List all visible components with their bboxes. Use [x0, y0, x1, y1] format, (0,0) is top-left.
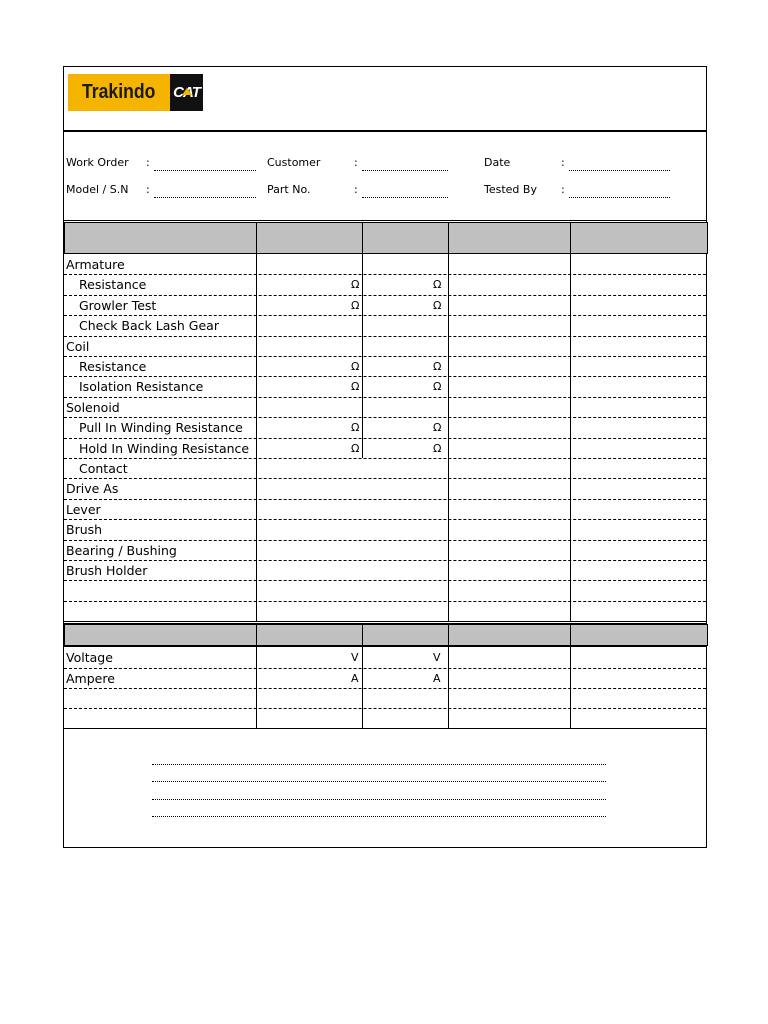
column-divider [570, 254, 571, 621]
unit-symbol: Ω [351, 421, 360, 435]
test-report-sheet: Trakindo CAT Work Order : Customer : Date : Model / S.N : Part No. : Tested By : Armature Resistance Ω Ω Growler Test Ω Ω Check Back Lash Gear Coil Resistance Ω Ω Isolation Resistance Ω Ω Solenoid Pull In Winding Resistance Ω Ω Hold In Winding Resistance Ω Ω Contact Drive As Lever Brush Bearing / Bushing Brush Holder Voltage V V Ampere A A [63, 66, 707, 848]
row-divider [64, 519, 706, 520]
row-divider [64, 668, 706, 669]
table-row [64, 478, 707, 498]
column-divider [256, 254, 257, 621]
item-label: Pull In Winding Resistance [79, 420, 243, 436]
item-label: Resistance [79, 359, 147, 374]
row-divider [64, 336, 706, 337]
table-row [64, 668, 707, 688]
unit-symbol: A [351, 671, 359, 685]
unit-symbol: Ω [433, 278, 442, 292]
date-label: Date [484, 156, 511, 169]
table-row [64, 560, 707, 580]
part-no-label: Part No. [267, 183, 311, 196]
unit-symbol: Ω [351, 380, 360, 394]
table-row [64, 458, 707, 478]
unit-symbol: Ω [351, 441, 360, 455]
row-divider [64, 458, 706, 459]
item-label: Resistance [79, 277, 147, 293]
customer-input[interactable] [362, 170, 448, 171]
header-cell [570, 222, 708, 254]
cat-triangle-icon [182, 88, 192, 95]
item-label: Ampere [66, 670, 115, 686]
table-row [64, 336, 707, 356]
column-divider [448, 647, 449, 729]
customer-label: Customer [267, 156, 321, 169]
header-cell [362, 222, 449, 254]
row-divider [64, 274, 706, 275]
header-cell [256, 222, 363, 254]
unit-symbol: Ω [433, 298, 442, 312]
row-divider [64, 315, 706, 316]
table-row [64, 254, 707, 274]
row-divider [64, 478, 706, 479]
row-divider [64, 580, 706, 581]
item-label: Voltage [66, 650, 113, 666]
row-divider [64, 708, 706, 709]
table-row [64, 647, 707, 667]
header-cell [570, 624, 708, 646]
row-divider [64, 376, 706, 377]
unit-symbol: Ω [433, 421, 442, 435]
unit-symbol: Ω [433, 441, 442, 455]
unit-symbol: V [351, 651, 359, 665]
section-divider [64, 220, 706, 221]
row-divider [64, 560, 706, 561]
row-divider [64, 356, 706, 357]
remarks-divider [64, 728, 706, 729]
item-label: Growler Test [79, 297, 157, 313]
table-row [64, 519, 707, 539]
header-cell [64, 222, 257, 254]
unit-symbol: Ω [351, 298, 360, 312]
table-row [64, 397, 707, 417]
table-row [64, 274, 707, 294]
work-order-input[interactable] [154, 170, 256, 171]
remark-line[interactable] [152, 764, 606, 765]
item-label: Armature [66, 257, 125, 272]
column-divider [256, 647, 257, 729]
row-divider [64, 417, 706, 418]
trakindo-cat-logo [68, 74, 203, 111]
table-row [64, 688, 707, 708]
item-label: Bearing / Bushing [66, 542, 177, 558]
unit-symbol: Ω [433, 380, 442, 394]
item-label: Lever [66, 501, 101, 517]
remark-line[interactable] [152, 816, 606, 817]
table-row [64, 499, 707, 519]
column-divider [362, 647, 363, 729]
row-divider [64, 540, 706, 541]
item-label: Check Back Lash Gear [79, 318, 219, 334]
header-cell [64, 624, 257, 646]
item-label: Contact [79, 461, 128, 476]
column-divider [570, 647, 571, 729]
unit-symbol: Ω [351, 360, 360, 373]
row-divider [64, 397, 706, 398]
item-label: Coil [66, 338, 90, 354]
item-label: Isolation Resistance [79, 379, 204, 395]
tested-by-label: Tested By [484, 183, 537, 196]
item-label: Solenoid [66, 399, 120, 415]
table-row [64, 601, 707, 621]
row-divider [64, 499, 706, 500]
header-cell [448, 222, 571, 254]
header-cell [362, 624, 449, 646]
item-label: Drive As [66, 481, 119, 497]
row-divider [64, 688, 706, 689]
part-no-input[interactable] [362, 197, 448, 198]
model-sn-input[interactable] [154, 197, 256, 198]
unit-symbol: Ω [433, 360, 442, 373]
remark-line[interactable] [152, 799, 606, 800]
column-divider [448, 254, 449, 621]
row-divider [64, 295, 706, 296]
row-divider [64, 601, 706, 602]
header-cell [256, 624, 363, 646]
remark-line[interactable] [152, 781, 606, 782]
item-label: Brush Holder [66, 563, 148, 578]
item-label: Brush [66, 522, 103, 538]
work-order-label: Work Order [66, 156, 129, 169]
table-bottom [64, 621, 706, 622]
column-divider [362, 254, 363, 458]
unit-symbol: A [433, 671, 441, 685]
tested-by-input[interactable] [569, 197, 670, 198]
table-row [64, 356, 707, 376]
header-cell [448, 624, 571, 646]
table-row [64, 580, 707, 600]
header-divider [64, 130, 706, 133]
row-divider [64, 438, 706, 439]
table-top [64, 646, 706, 647]
logo-cat-text: CAT [173, 84, 200, 101]
model-sn-label: Model / S.N [66, 183, 129, 196]
table-row [64, 295, 707, 315]
logo-brand-text: Trakindo [82, 81, 156, 103]
table-row [64, 708, 707, 728]
item-label: Hold In Winding Resistance [79, 440, 250, 456]
date-input[interactable] [569, 170, 670, 171]
unit-symbol: Ω [351, 278, 360, 292]
unit-symbol: V [433, 651, 441, 665]
